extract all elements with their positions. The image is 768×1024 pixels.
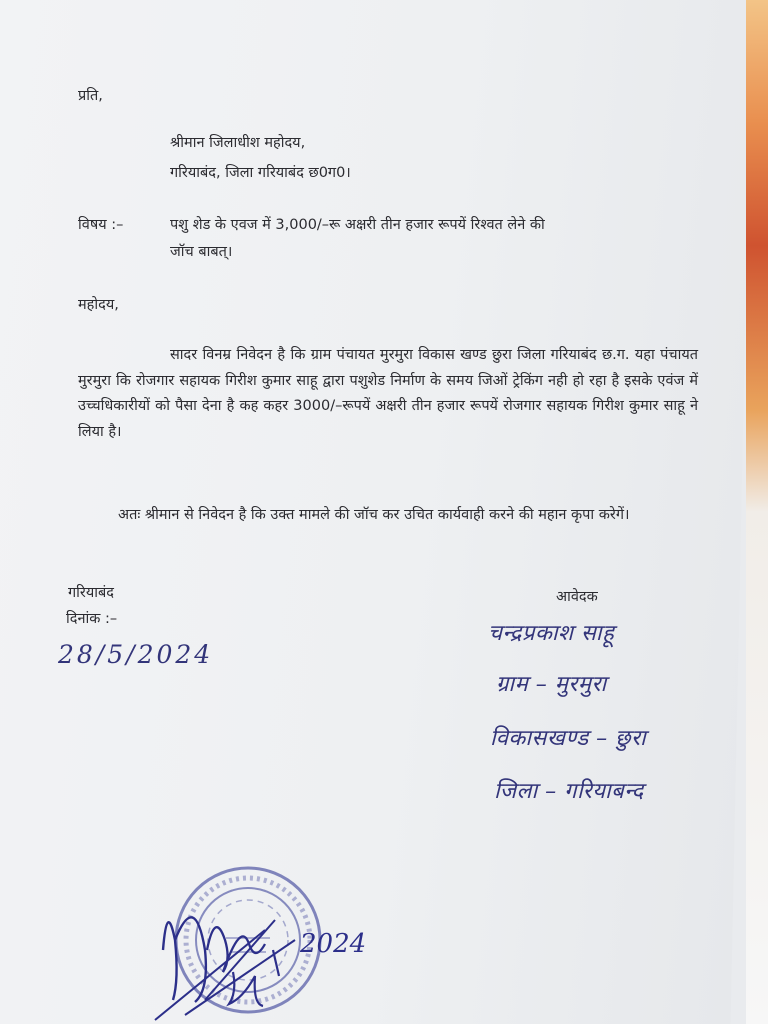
body-paragraph-2: अतः श्रीमान से निवेदन है कि उक्त मामले की जॉच कर उचित कार्यवाही करने की महान कृपा करेगें। bbox=[118, 507, 630, 523]
body-paragraph-1: सादर विनम्र निवेदन है कि ग्राम पंचायत मुरमुरा विकास खण्ड छुरा जिला गरियाबंद छ.ग. यहा पंचायत मुरमुरा कि रोजगार सहायक गिरीश कुमार साहू द्वारा पशुशेड निर्माण के समय जिओं ट्रेकिंग नही हो रहा है इसके एवंज में उच्चधिकारीयों को पैसा देना है कह कहर 3000/–रूपयें अक्षरी तीन हजार रूपयें रोजगार सहायक गिरीश कुमार साहू ने लिया है। bbox=[78, 347, 698, 440]
subject-line-1: पशु शेड के एवज में 3,000/–रू अक्षरी तीन हजार रूपयें रिश्वत लेने की bbox=[170, 217, 545, 233]
applicant-village: ग्राम – मुरमुरा bbox=[496, 672, 607, 697]
receipt-date: 2024 bbox=[300, 929, 367, 959]
addressee-line-2: गरियाबंद, जिला गरियाबंद छ0ग0। bbox=[170, 165, 351, 181]
greeting: महोदय, bbox=[78, 297, 119, 313]
salutation-to: प्रति, bbox=[78, 88, 103, 104]
date-handwritten: 28/5/2024 bbox=[58, 640, 214, 669]
officer-signature bbox=[145, 880, 385, 1024]
applicant-label: आवेदक bbox=[556, 589, 598, 605]
applicant-district: जिला – गरियाबन्द bbox=[494, 779, 644, 804]
date-label: दिनांक :– bbox=[66, 611, 118, 627]
background-edge bbox=[746, 0, 768, 1024]
applicant-name: चन्द्रप्रकाश साहू bbox=[488, 621, 615, 646]
place: गरियाबंद bbox=[68, 585, 114, 601]
subject-label: विषय :– bbox=[78, 217, 124, 233]
addressee-line-1: श्रीमान जिलाधीश महोदय, bbox=[170, 135, 306, 151]
subject-line-2: जॉच बाबत्। bbox=[170, 244, 233, 260]
applicant-block: विकासखण्ड – छुरा bbox=[490, 726, 647, 751]
